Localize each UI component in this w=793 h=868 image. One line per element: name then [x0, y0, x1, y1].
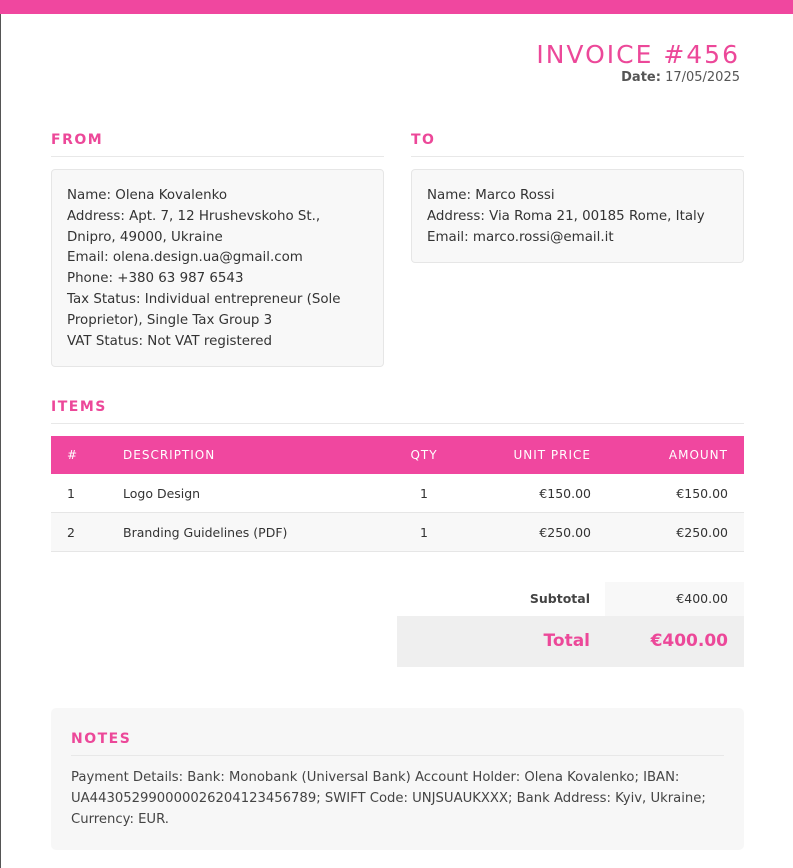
- total-row: [397, 616, 744, 667]
- from-vat-status: VAT Status: Not VAT registered: [67, 333, 272, 349]
- from-heading: FROM: [51, 132, 104, 148]
- notes-heading: NOTES: [71, 731, 132, 747]
- subtotal-label: Subtotal: [529, 591, 590, 606]
- to-address: Address: Via Roma 21, 00185 Rome, Italy: [427, 208, 705, 224]
- invoice-date-value: 17/05/2025: [665, 70, 740, 85]
- from-divider: [51, 156, 384, 157]
- item-unit-price: €250.00: [470, 513, 607, 552]
- col-header-number: #: [51, 436, 107, 474]
- items-divider: [51, 423, 744, 424]
- to-email: Email: marco.rossi@email.it: [427, 229, 614, 245]
- to-name: Name: Marco Rossi: [427, 188, 555, 203]
- from-name: Name: Olena Kovalenko: [67, 188, 228, 203]
- items-header-row: [51, 436, 744, 474]
- item-amount: €150.00: [607, 474, 744, 513]
- col-header-amount: AMOUNT: [607, 436, 744, 474]
- to-heading: TO: [411, 132, 436, 148]
- total-value: €400.00: [650, 631, 728, 651]
- table-row: [51, 474, 744, 513]
- notes-text: Payment Details: Bank: Monobank (Universal Bank) Account Holder: Olena Kovalenko; IBAN: UA443052990000026204123456789; SWIFT Code: UNJSUAUKXXX; Bank Address: Kyiv, Ukraine; Currency: EUR.: [71, 770, 706, 827]
- item-unit-price: €150.00: [470, 474, 607, 513]
- item-qty: 1: [378, 474, 470, 513]
- to-divider: [411, 156, 744, 157]
- col-header-qty: QTY: [378, 436, 470, 474]
- subtotal-value: €400.00: [605, 582, 744, 616]
- from-tax-status: Tax Status: Individual entrepreneur (Sole Proprietor), Single Tax Group 3: [67, 291, 341, 328]
- from-phone: Phone: +380 63 987 6543: [67, 271, 244, 287]
- col-header-unit-price: UNIT PRICE: [470, 436, 607, 474]
- top-accent-bar: [0, 0, 793, 14]
- from-email: Email: olena.design.ua@gmail.com: [67, 250, 303, 266]
- item-amount: €250.00: [607, 513, 744, 552]
- from-details-box: [51, 169, 384, 367]
- item-description: Branding Guidelines (PDF): [107, 513, 378, 552]
- notes-box: [51, 708, 744, 850]
- items-table: [51, 436, 744, 552]
- item-qty: 1: [378, 513, 470, 552]
- item-number: 1: [51, 474, 107, 513]
- table-row: [51, 513, 744, 552]
- total-label: Total: [543, 631, 590, 651]
- from-address: Address: Apt. 7, 12 Hrushevskoho St., Dnipro, 49000, Ukraine: [67, 208, 321, 245]
- items-heading: ITEMS: [51, 399, 107, 415]
- item-number: 2: [51, 513, 107, 552]
- notes-divider: [71, 755, 724, 756]
- col-header-description: DESCRIPTION: [107, 436, 378, 474]
- invoice-title: INVOICE #456: [536, 40, 740, 69]
- page-left-edge: [0, 0, 1, 868]
- invoice-date-label: Date:: [621, 70, 661, 85]
- invoice-date: [621, 70, 740, 85]
- to-details-box: [411, 169, 744, 263]
- item-description: Logo Design: [107, 474, 378, 513]
